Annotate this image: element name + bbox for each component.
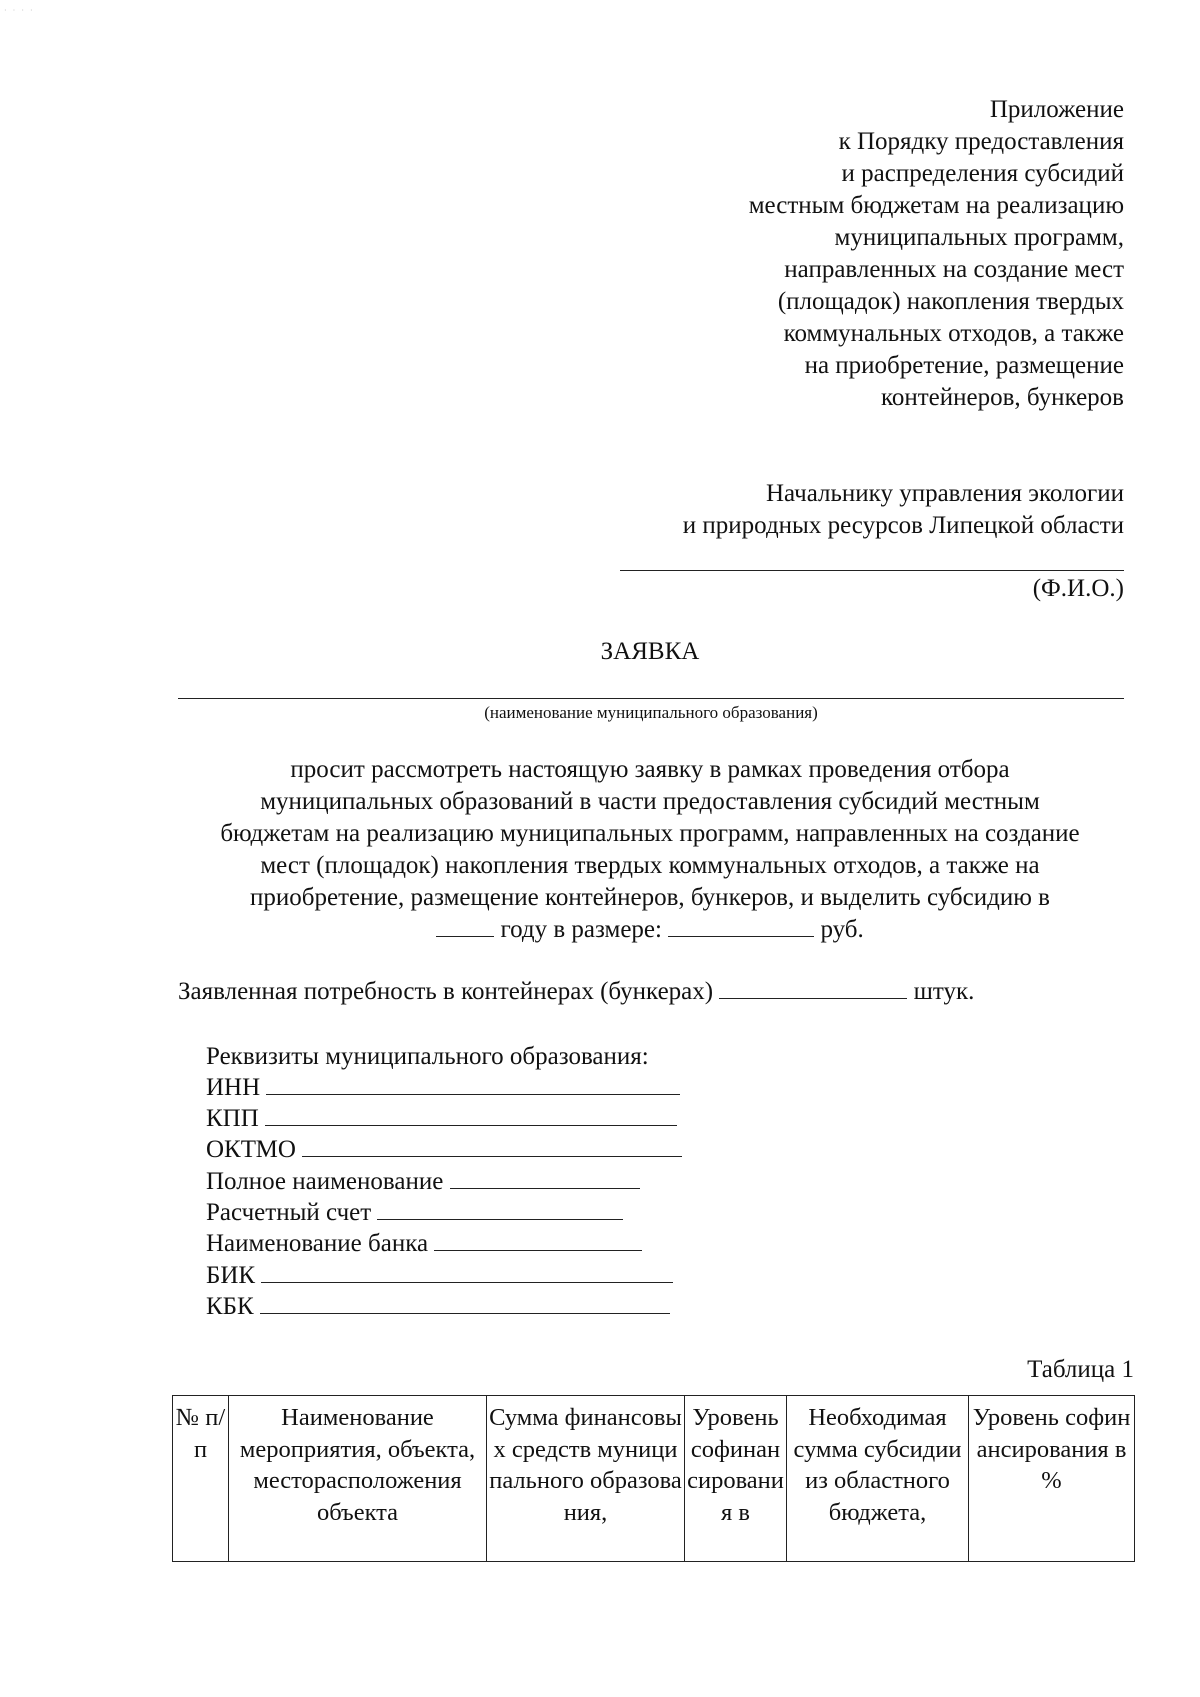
bank-row (206, 1228, 642, 1259)
kbk-label: КБК (206, 1293, 254, 1320)
oktmo-blank[interactable] (302, 1136, 682, 1157)
request-line: муниципальных образований в части предоставления субсидий местным (260, 788, 1040, 815)
account-blank[interactable] (377, 1199, 623, 1220)
fio-caption: (Ф.И.О.) (1032, 575, 1124, 602)
fio-line (620, 570, 1124, 571)
appendix-line: и распределения субсидий (841, 160, 1124, 187)
appendix-line: Приложение (989, 96, 1124, 123)
kbk-blank[interactable] (260, 1293, 670, 1314)
oktmo-label: ОКТМО (206, 1136, 296, 1163)
bik-row (206, 1260, 673, 1291)
document-title: ЗАЯВКА (600, 638, 700, 665)
col-header-number: № п/п (173, 1396, 229, 1562)
request-line: бюджетам на реализацию муниципальных программ, направленных на создание (220, 820, 1080, 847)
scan-corner-mark: · · · · (4, 6, 35, 15)
request-line: просит рассмотреть настоящую заявку в рамках проведения отбора (290, 756, 1010, 783)
municipality-name-line (178, 698, 1124, 699)
need-unit: штук. (913, 978, 975, 1005)
table-header-row (173, 1396, 1135, 1562)
kpp-label: КПП (206, 1105, 259, 1132)
appendix-line: местным бюджетам на реализацию (748, 192, 1124, 219)
full-name-row (206, 1166, 640, 1197)
request-paragraph (150, 754, 1150, 946)
col-header-cofinancing-percent: Уровень софинансирования в % (969, 1396, 1135, 1562)
account-row (206, 1197, 623, 1228)
addressee-line-1: Начальнику управления экологии (765, 480, 1124, 507)
kbk-row (206, 1291, 670, 1322)
oktmo-row (206, 1134, 682, 1165)
year-text: году в размере: (500, 916, 662, 943)
appendix-line: к Порядку предоставления (838, 128, 1124, 155)
bank-label: Наименование банка (206, 1230, 429, 1257)
requisites-heading: Реквизиты муниципального образования: (206, 1043, 649, 1070)
year-blank[interactable] (436, 916, 494, 937)
inn-label: ИНН (206, 1074, 261, 1101)
appendix-block (749, 94, 1124, 414)
bik-label: БИК (206, 1262, 256, 1289)
col-header-municipal-funds: Сумма финансовых средств муниципального образования, (487, 1396, 685, 1562)
appendix-line: коммунальных отходов, а также (783, 320, 1124, 347)
need-line (178, 976, 974, 1008)
appendix-line: на приобретение, размещение (804, 352, 1124, 379)
bik-blank[interactable] (261, 1262, 673, 1283)
col-header-event-name: Наименование мероприятия, объекта, месторасположения объекта (229, 1396, 487, 1562)
request-year-line (150, 914, 1150, 946)
bank-blank[interactable] (434, 1230, 642, 1251)
table-caption: Таблица 1 (1027, 1356, 1134, 1383)
appendix-line: (площадок) накопления твердых (777, 288, 1124, 315)
appendix-line: контейнеров, бункеров (880, 384, 1124, 411)
full-name-label: Полное наименование (206, 1168, 444, 1195)
need-blank[interactable] (719, 978, 907, 999)
addressee-block (683, 478, 1124, 542)
request-line: приобретение, размещение контейнеров, бункеров, и выделить субсидию в (250, 884, 1050, 911)
request-line: мест (площадок) накопления твердых коммунальных отходов, а также на (260, 852, 1040, 879)
kpp-row (206, 1103, 677, 1134)
appendix-line: муниципальных программ, (834, 224, 1124, 251)
col-header-required-subsidy: Необходимая сумма субсидии из областного бюджета, (787, 1396, 969, 1562)
amount-blank[interactable] (668, 916, 814, 937)
inn-blank[interactable] (266, 1074, 680, 1095)
currency-label: руб. (820, 916, 864, 943)
addressee-line-2: и природных ресурсов Липецкой области (682, 512, 1124, 539)
kpp-blank[interactable] (265, 1105, 677, 1126)
need-label: Заявленная потребность в контейнерах (бункерах) (178, 978, 714, 1005)
appendix-line: направленных на создание мест (784, 256, 1124, 283)
inn-row (206, 1072, 680, 1103)
account-label: Расчетный счет (206, 1199, 372, 1226)
municipality-caption: (наименование муниципального образования) (484, 703, 818, 722)
financing-table (172, 1395, 1135, 1562)
col-header-cofinancing-level: Уровень софинансирования в (685, 1396, 787, 1562)
full-name-blank[interactable] (450, 1168, 640, 1189)
